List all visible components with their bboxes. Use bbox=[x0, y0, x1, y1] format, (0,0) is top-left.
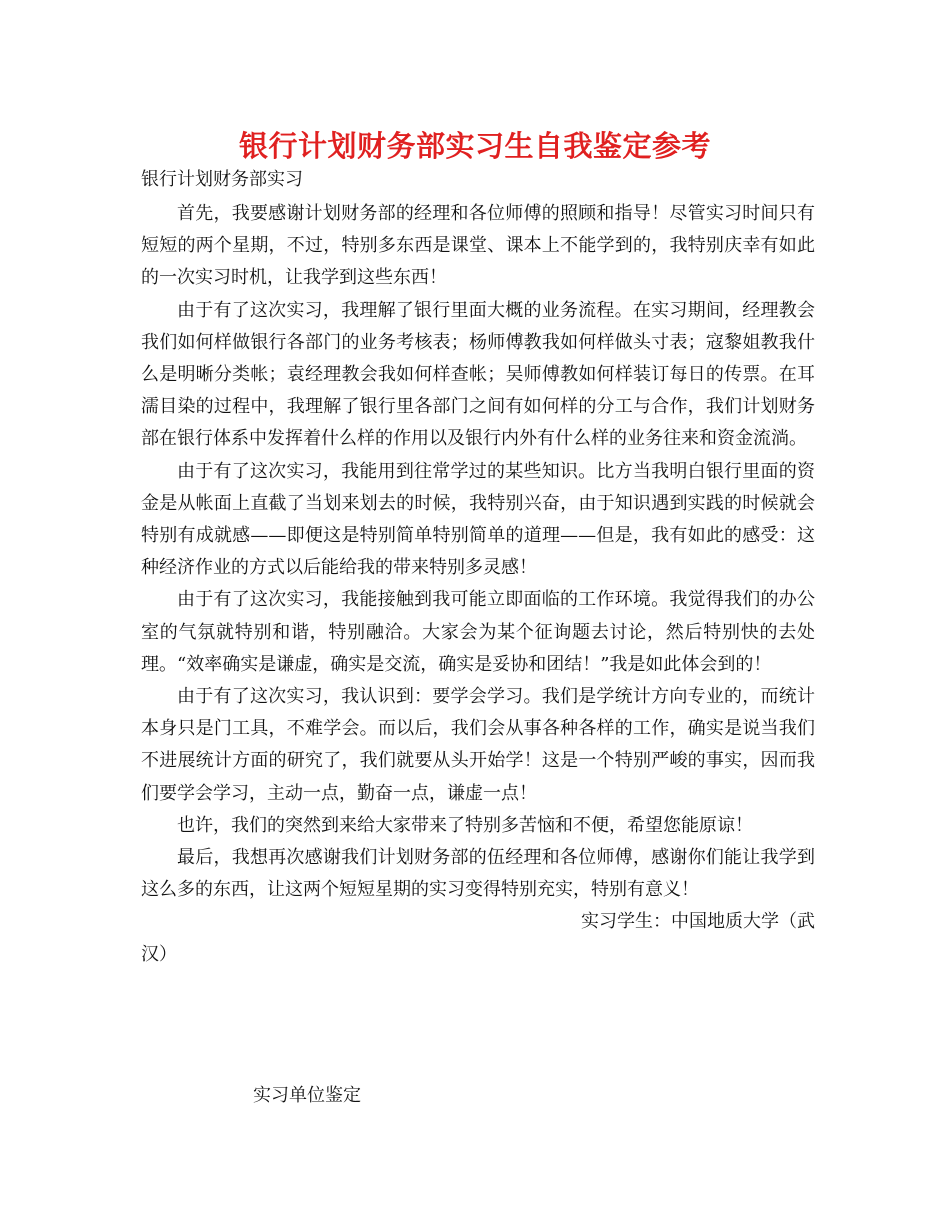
signature-line: 实习学生：中国地质大学（武 bbox=[581, 911, 815, 933]
paragraph-learning: 由于有了这次实习，我认识到：要学会学习。我们是学统计方向专业的，而统计本身只是门工具，不难学会。而以后，我们会从事各种各样的工作，确实是说当我们不进展统计方面的研究了，我们就要从头开始学！这是一个特别严峻的事实，因而我们要学会学习，主动一点，勤奋一点，谦虚一点！ bbox=[141, 686, 815, 804]
paragraph-environment: 由于有了这次实习，我能接触到我可能立即面临的工作环境。我觉得我们的办公室的气氛就特别和谐，特别融洽。大家会为某个征询题去讨论，然后特别快的去处理。“效率确实是谦虚，确实是交流，确实是妥协和团结！”我是如此体会到的！ bbox=[141, 589, 815, 675]
signature-line-continued: 汉） bbox=[141, 943, 177, 965]
document-title: 银行计划财务部实习生自我鉴定参考 bbox=[238, 129, 711, 163]
paragraph-apology: 也许，我们的突然到来给大家带来了特别多苦恼和不便，希望您能原谅！ bbox=[177, 814, 753, 836]
paragraph-closing: 最后，我想再次感谢我们计划财务部的伍经理和各位师傅，感谢你们能让我学到这么多的东西，让这两个短短星期的实习变得特别充实，特别有意义！ bbox=[141, 847, 815, 901]
paragraph-knowledge: 由于有了这次实习，我能用到往常学过的某些知识。比方当我明白银行里面的资金是从帐面上直截了当划来划去的时候，我特别兴奋，由于知识遇到实践的时候就会特别有成就感——即便这是特别简单特别简单的道理——但是，我有如此的感受：这种经济作业的方式以后能给我的带来特别多灵感！ bbox=[141, 460, 815, 579]
document-body bbox=[141, 198, 815, 971]
paragraph-workflow: 由于有了这次实习，我理解了银行里面大概的业务流程。在实习期间，经理教会我们如何样做银行各部门的业务考核表；杨师傅教我如何样做头寸表；寇黎姐教我什么是明晰分类帐；袁经理教会我如何样查帐；吴师傅教如何样装订每日的传票。在耳濡目染的过程中，我理解了银行里各部门之间有如何样的分工与合作，我们计划财务部在银行体系中发挥着什么样的作用以及银行内外有什么样的业务往来和资金流淌。 bbox=[141, 299, 815, 450]
document-subtitle: 银行计划财务部实习 bbox=[141, 169, 303, 190]
paragraph-thanks: 首先，我要感谢计划财务部的经理和各位师傅的照顾和指导！尽管实习时间只有短短的两个星期，不过，特别多东西是课堂、课本上不能学到的，我特别庆幸有如此的一次实习时机，让我学到这些东西！ bbox=[141, 203, 815, 289]
appraisal-label: 实习单位鉴定 bbox=[253, 1085, 361, 1106]
